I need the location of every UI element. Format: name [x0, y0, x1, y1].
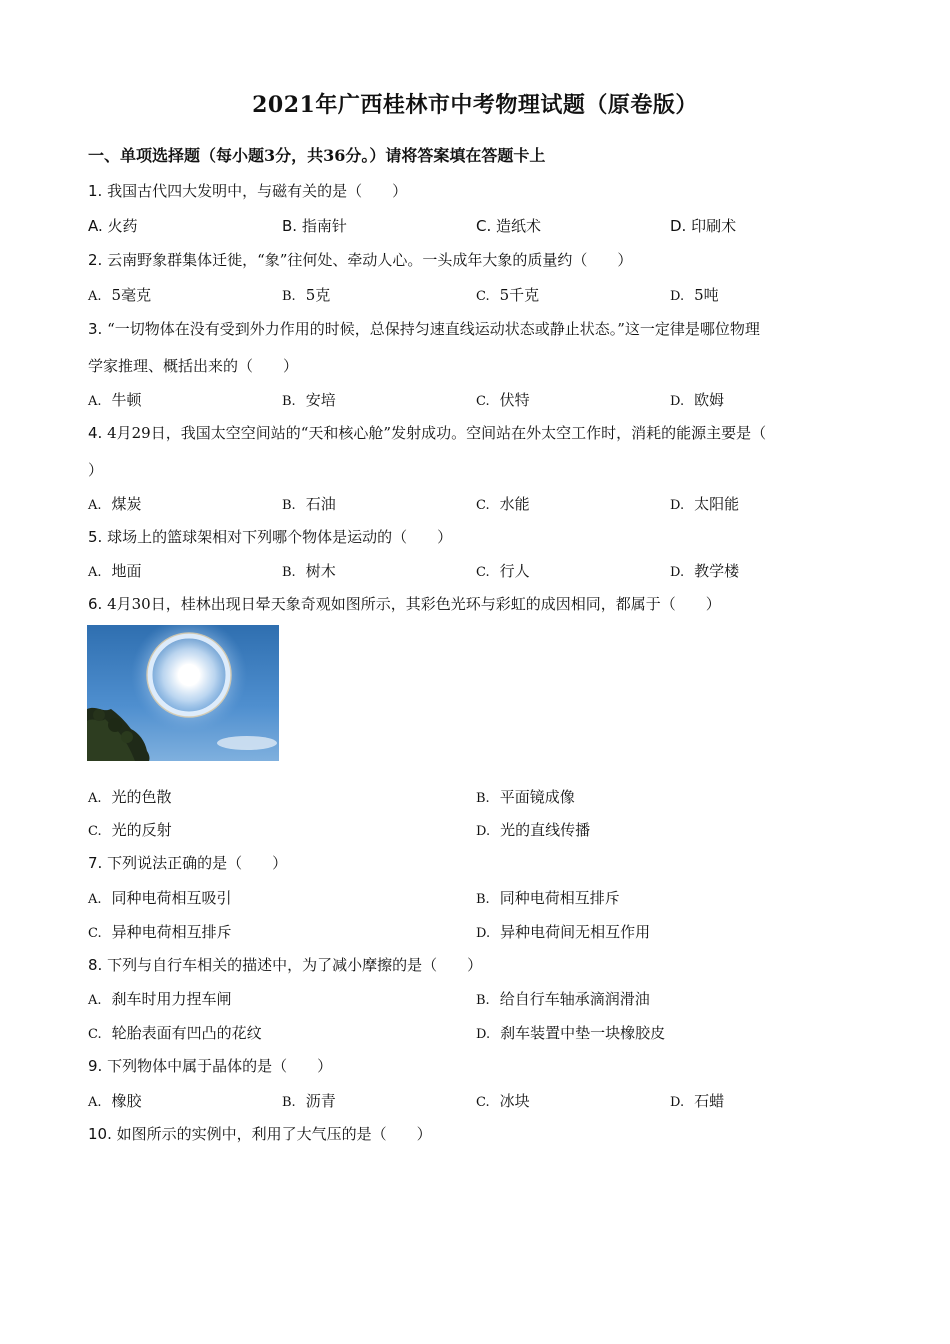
option-b: B. 给自行车轴承滴润滑油: [476, 990, 650, 1008]
question-number: 3.: [88, 320, 103, 338]
question-text: 下列与自行车相关的描述中，为了减小摩擦的是（ ）: [107, 956, 483, 974]
question-number: 4.: [88, 424, 103, 442]
question-5: [88, 526, 452, 547]
question-text: 4月30日，桂林出现日晕天象奇观如图所示，其彩色光环与彩虹的成因相同，都属于（ ）: [107, 595, 721, 613]
option-c: C. 轮胎表面有凹凸的花纹: [88, 1024, 262, 1042]
question-6: [88, 593, 721, 614]
option-a: A. 5毫克: [88, 286, 152, 304]
option-b: B. 5克: [282, 286, 331, 304]
option-d: D. 教学楼: [670, 562, 740, 580]
question-number: 8.: [88, 956, 103, 974]
question-7: [88, 852, 287, 873]
option-c: C. 异种电荷相互排斥: [88, 923, 232, 941]
question-number: 1.: [88, 182, 103, 200]
question-3-continued: 学家推理、概括出来的（ ）: [88, 357, 299, 375]
option-b: B. 指南针: [282, 217, 347, 235]
option-d: D. 5吨: [670, 286, 719, 304]
question-text: 如图所示的实例中，利用了大气压的是（ ）: [116, 1125, 432, 1143]
option-c: C. 行人: [476, 562, 530, 580]
option-a: A. 煤炭: [88, 495, 142, 513]
option-a: A. 刹车时用力捏车闸: [88, 990, 232, 1008]
option-b: B. 平面镜成像: [476, 788, 575, 806]
option-d: D. 印刷术: [670, 217, 737, 235]
question-text: 球场上的篮球架相对下列哪个物体是运动的（ ）: [107, 528, 453, 546]
option-a: A. 光的色散: [88, 788, 172, 806]
question-text: “一切物体在没有受到外力作用的时候，总保持匀速直线运动状态或静止状态。”这一定律是哪位物理: [107, 320, 760, 338]
question-4-continued: ）: [88, 461, 104, 479]
option-a: A. 火药: [88, 217, 138, 235]
question-number: 6.: [88, 595, 103, 613]
option-d: D. 异种电荷间无相互作用: [476, 923, 651, 941]
sun-halo-photo: [87, 625, 279, 761]
question-number: 7.: [88, 854, 103, 872]
option-d: D. 刹车装置中垫一块橡胶皮: [476, 1024, 666, 1042]
question-9: [88, 1055, 332, 1076]
question-text: 下列说法正确的是（ ）: [107, 854, 288, 872]
option-c: C. 伏特: [476, 391, 530, 409]
option-d: D. 太阳能: [670, 495, 740, 513]
option-d: D. 光的直线传播: [476, 821, 591, 839]
question-3: [88, 318, 760, 339]
option-a: A. 牛顿: [88, 391, 142, 409]
question-1: [88, 180, 407, 201]
question-number: 5.: [88, 528, 103, 546]
option-c: C. 水能: [476, 495, 530, 513]
question-text: 下列物体中属于晶体的是（ ）: [107, 1057, 333, 1075]
option-c: C. 冰块: [476, 1092, 530, 1110]
option-d: D. 欧姆: [670, 391, 725, 409]
question-number: 10.: [88, 1125, 112, 1143]
option-c: C. 造纸术: [476, 217, 542, 235]
option-a: A. 同种电荷相互吸引: [88, 889, 232, 907]
option-a: A. 地面: [88, 562, 142, 580]
option-b: B. 安培: [282, 391, 336, 409]
option-b: B. 沥青: [282, 1092, 336, 1110]
section-heading: 一、单项选择题（每小题3分，共36分。）请将答案填在答题卡上: [88, 146, 546, 165]
page-title: 2021年广西桂林市中考物理试题（原卷版）: [252, 92, 698, 118]
question-number: 9.: [88, 1057, 103, 1075]
option-a: A. 橡胶: [88, 1092, 142, 1110]
option-c: C. 光的反射: [88, 821, 172, 839]
question-number: 2.: [88, 251, 103, 269]
question-text: 云南野象群集体迁徙，“象”往何处、牵动人心。一头成年大象的质量约（ ）: [107, 251, 633, 269]
question-text: 4月29日，我国太空空间站的“天和核心舱”发射成功。空间站在外太空工作时，消耗的能源主要是（: [107, 424, 767, 442]
option-b: B. 石油: [282, 495, 336, 513]
question-8: [88, 954, 482, 975]
option-c: C. 5千克: [476, 286, 540, 304]
question-4: [88, 422, 766, 443]
question-10: [88, 1123, 432, 1144]
question-text: 我国古代四大发明中，与磁有关的是（ ）: [107, 182, 408, 200]
option-d: D. 石蜡: [670, 1092, 725, 1110]
question-2: [88, 249, 632, 270]
option-b: B. 同种电荷相互排斥: [476, 889, 620, 907]
option-b: B. 树木: [282, 562, 336, 580]
